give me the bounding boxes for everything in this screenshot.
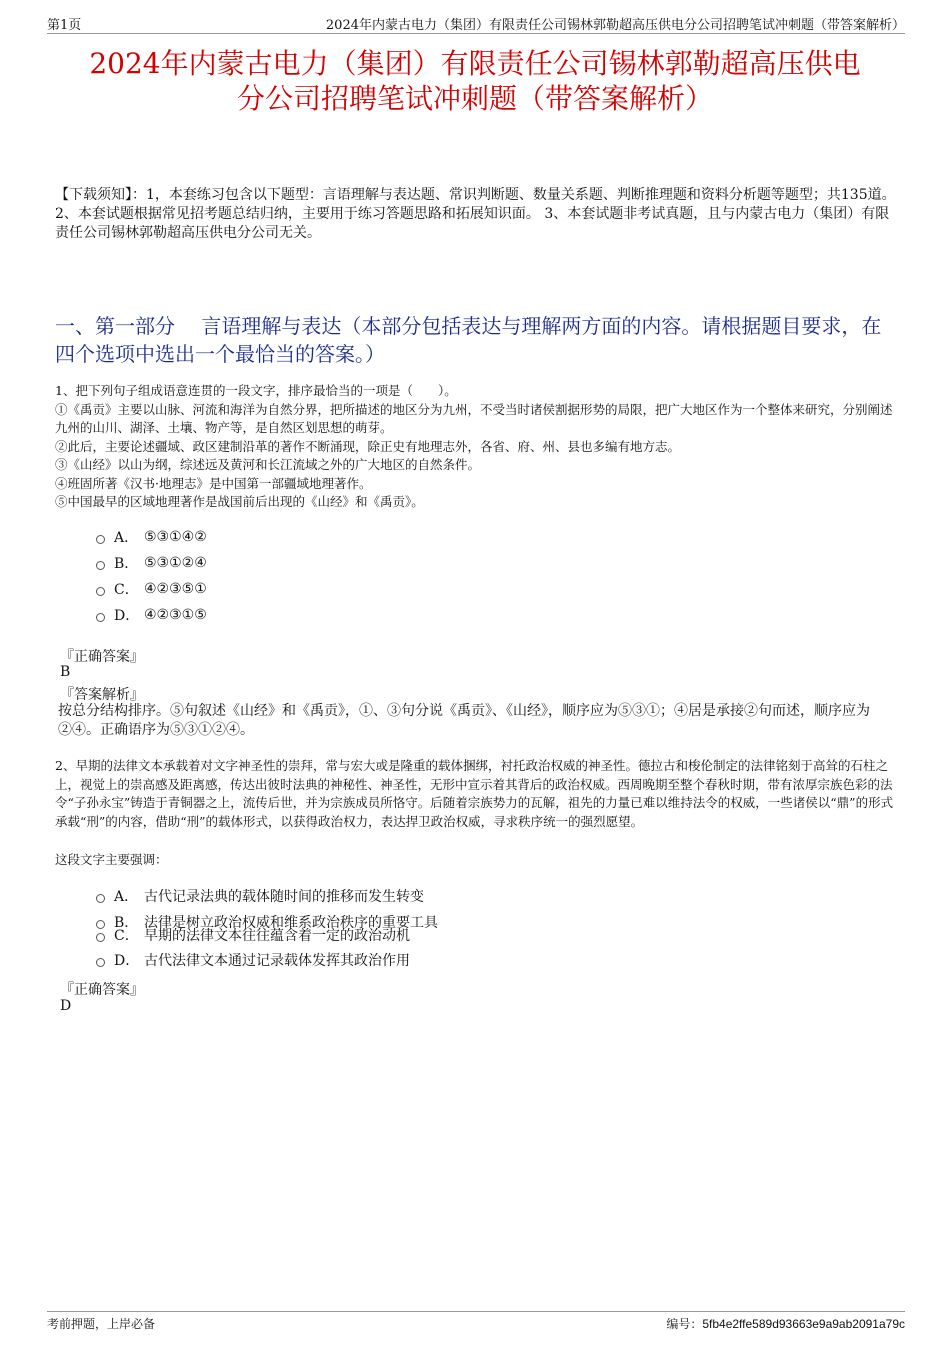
radio-button-icon[interactable]	[96, 933, 105, 942]
footer-slogan: 考前押题，上岸必备	[47, 1317, 156, 1331]
option-text: ⑤③①④②	[144, 529, 207, 545]
footer-code-value: 5fb4e2ffe589d93663e9a9ab2091a79c	[702, 1317, 905, 1331]
option-letter: C．	[114, 582, 139, 598]
question-1-sentence-5: ⑤中国最早的区域地理著作是战国前后出现的《山经》和《禹贡》。	[55, 494, 424, 509]
question-1	[55, 382, 895, 512]
section-heading: 一、第一部分 言语理解与表达（本部分包括表达与理解两方面的内容。请根据题目要求，在四个选项中选出一个最恰当的答案。）	[55, 314, 882, 366]
option-text: 法律是树立政治权威和维系政治秩序的重要工具	[144, 915, 438, 931]
question-1-sentence-1: ①《禹贡》主要以山脉、河流和海洋为自然分界，把所描述的地区分为九州，不受当时诸侯割据形势的局限，把广大地区作为一个整体来研究，分别阐述九州的山川、湖泽、土壤、物产等，是自然区划思想的萌芽。	[55, 401, 893, 435]
document-title-line2: 分公司招聘笔试冲刺题（带答案解析）	[236, 82, 713, 115]
option-letter: A．	[114, 889, 139, 905]
header-divider	[47, 33, 905, 34]
radio-button-icon[interactable]	[96, 894, 105, 903]
option-letter: B．	[114, 556, 139, 572]
page-number: 第1页	[47, 18, 82, 33]
radio-button-icon[interactable]	[96, 613, 105, 622]
option-text: 早期的法律文本往往蕴含着一定的政治动机	[144, 928, 410, 944]
radio-button-icon[interactable]	[96, 958, 105, 967]
question-1-option-b[interactable]	[96, 553, 207, 573]
option-letter: D．	[114, 608, 140, 624]
footer-code-label: 编号：	[666, 1317, 703, 1331]
question-1-sentence-3: ③《山经》以山为纲，综述远及黄河和长江流域之外的广大地区的自然条件。	[55, 457, 481, 472]
question-1-answer: B	[60, 664, 71, 680]
option-text: 古代记录法典的载体随时间的推移而发生转变	[144, 889, 424, 905]
option-text: ⑤③①②④	[144, 555, 207, 571]
question-1-option-c[interactable]	[96, 579, 207, 599]
option-letter: B．	[114, 915, 139, 931]
question-1-analysis-label: 『答案解析』	[60, 687, 144, 703]
radio-button-icon[interactable]	[96, 587, 105, 596]
download-notice: 【下载须知】：1，本套练习包含以下题型：言语理解与表达题、常识判断题、数量关系题、判断推理题和资料分析题等题型；共135道。 2、本套试题根据常见招考题总结归纳，主要用于练习答题思路和拓展知识面。 3、本套试题非考试真题，且与内蒙古电力（集团）有限责任公司锡林郭勒超高压供电分公司无关。	[55, 187, 896, 241]
option-letter: A．	[114, 530, 139, 546]
question-2-stem: 2、早期的法律文本承载着对文字神圣性的崇拜，常与宏大或是隆重的载体捆绑，衬托政治权威的神圣性。德拉古和梭伦制定的法律铭刻于高耸的石柱之上，视觉上的崇高感及距离感，传达出彼时法典的神秘性、神圣性，无形中宣示着其背后的政治权威。西周晚期至整个春秋时期，带有浓厚宗族色彩的法令“子孙永宝”铸造于青铜器之上，流传后世，并为宗族成员所恪守。后随着宗族势力的瓦解，祖先的力量已难以维持法令的权威，一些诸侯以“鼎”的形式承载“刑”的内容，借助“刑”的载体形式，以获得政治权力，表达捍卫政治权威，寻求秩序统一的强烈愿望。	[55, 758, 894, 829]
question-1-sentence-2: ②此后，主要论述疆域、政区建制沿革的著作不断涌现，除正史有地理志外，各省、府、州、县也多编有地方志。	[55, 438, 681, 454]
question-1-sentence-4: ④班固所著《汉书·地理志》是中国第一部疆域地理著作。	[55, 475, 372, 491]
question-2-option-a[interactable]	[96, 886, 424, 906]
question-2-prompt: 这段文字主要强调：	[55, 852, 168, 867]
question-1-analysis: 按总分结构排序。⑤句叙述《山经》和《禹贡》，①、③句分说《禹贡》、《山经》，顺序应为⑤③①；④居是承接②句而述，顺序应为②④。正确语序为⑤③①②④。	[58, 703, 870, 738]
option-text: ④②③①⑤	[144, 607, 207, 623]
option-letter: D．	[114, 953, 140, 969]
footer-document-code	[666, 1315, 905, 1332]
document-title	[40, 46, 910, 116]
question-1-option-d[interactable]	[96, 605, 207, 625]
question-2-option-d[interactable]	[96, 950, 410, 970]
question-2-answer: D	[60, 998, 72, 1014]
running-header-title: 2024年内蒙古电力（集团）有限责任公司锡林郭勒超高压供电分公司招聘笔试冲刺题（带答案解析）	[325, 18, 905, 33]
question-2	[55, 757, 895, 831]
question-1-stem: 1、把下列句子组成语意连贯的一段文字，排序最恰当的一项是（ ）。	[55, 383, 457, 398]
question-1-answer-label: 『正确答案』	[60, 649, 144, 665]
option-text: 古代法律文本通过记录载体发挥其政治作用	[144, 953, 410, 969]
footer-divider	[47, 1311, 905, 1312]
question-2-answer-label: 『正确答案』	[60, 982, 144, 998]
document-title-line1: 2024年内蒙古电力（集团）有限责任公司锡林郭勒超高压供电	[89, 47, 861, 80]
option-letter: C．	[114, 928, 139, 944]
option-text: ④②③⑤①	[144, 581, 207, 597]
radio-button-icon[interactable]	[96, 535, 105, 544]
question-1-option-a[interactable]	[96, 527, 207, 547]
question-2-option-c[interactable]	[96, 925, 410, 945]
radio-button-icon[interactable]	[96, 561, 105, 570]
